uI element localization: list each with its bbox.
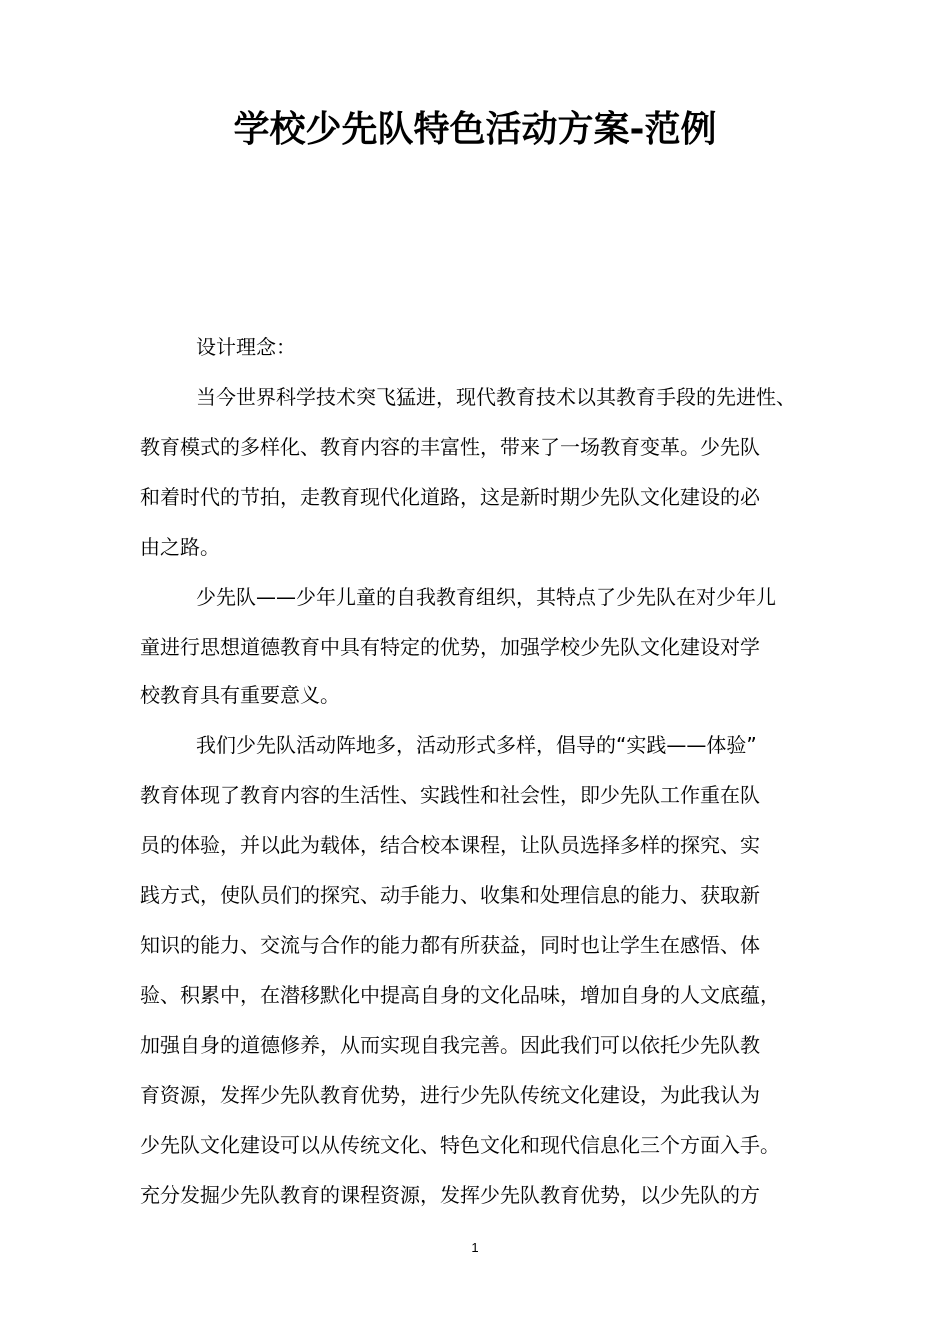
paragraph-line: 知识的能力、交流与合作的能力都有所获益，同时也让学生在感悟、体 bbox=[140, 933, 760, 957]
paragraph-line: 童进行思想道德教育中具有特定的优势，加强学校少先队文化建设对学 bbox=[140, 635, 760, 659]
paragraph-line: 验、积累中，在潜移默化中提高自身的文化品味，增加自身的人文底蕴， bbox=[140, 983, 780, 1007]
paragraph-line: 少先队文化建设可以从传统文化、特色文化和现代信息化三个方面入手。 bbox=[140, 1133, 780, 1157]
paragraph-line: 校教育具有重要意义。 bbox=[140, 683, 340, 707]
paragraph-line: 教育模式的多样化、教育内容的丰富性，带来了一场教育变革。少先队 bbox=[140, 435, 760, 459]
paragraph-line: 员的体验，并以此为载体，结合校本课程，让队员选择多样的探究、实 bbox=[140, 833, 760, 857]
paragraph-line: 践方式，使队员们的探究、动手能力、收集和处理信息的能力、获取新 bbox=[140, 883, 760, 907]
document-title: 学校少先队特色活动方案-范例 bbox=[233, 109, 717, 150]
paragraph-line: 和着时代的节拍，走教育现代化道路，这是新时期少先队文化建设的必 bbox=[140, 485, 760, 509]
paragraph-line: 少先队——少年儿童的自我教育组织，其特点了少先队在对少年儿 bbox=[196, 585, 776, 609]
section-heading: 设计理念： bbox=[196, 335, 296, 359]
paragraph-line: 由之路。 bbox=[140, 535, 220, 559]
paragraph-line: 加强自身的道德修养，从而实现自我完善。因此我们可以依托少先队教 bbox=[140, 1033, 760, 1057]
paragraph-line: 教育体现了教育内容的生活性、实践性和社会性，即少先队工作重在队 bbox=[140, 783, 760, 807]
paragraph-line: 育资源，发挥少先队教育优势，进行少先队传统文化建设，为此我认为 bbox=[140, 1083, 760, 1107]
paragraph-line: 当今世界科学技术突飞猛进，现代教育技术以其教育手段的先进性、 bbox=[196, 385, 796, 409]
paragraph-line: 充分发掘少先队教育的课程资源，发挥少先队教育优势，以少先队的方 bbox=[140, 1183, 760, 1207]
paragraph-line: 我们少先队活动阵地多，活动形式多样，倡导的“实践——体验” bbox=[196, 733, 757, 757]
page-number: 1 bbox=[471, 1240, 479, 1255]
